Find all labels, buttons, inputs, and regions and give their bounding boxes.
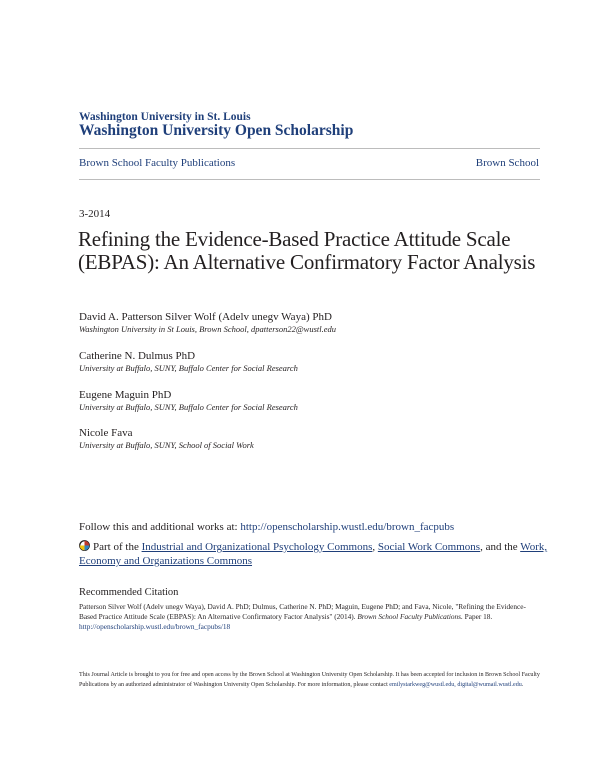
open-access-notice bbox=[79, 670, 541, 690]
paper-title: Refining the Evidence-Based Practice Attitude Scale (EBPAS): An Alternative Confirmatory Factor Analysis bbox=[78, 227, 536, 274]
series-link-faculty-publications[interactable]: Brown School Faculty Publications bbox=[79, 157, 236, 169]
commons-link-social-work[interactable]: Social Work Commons bbox=[377, 541, 481, 553]
divider bbox=[79, 148, 540, 149]
citation-paper-number: Paper 18. bbox=[462, 612, 493, 621]
series-link-brown-school[interactable]: Brown School bbox=[475, 157, 539, 169]
citation-url-link[interactable]: http://openscholarship.wustl.edu/brown_facpubs/18 bbox=[79, 622, 231, 631]
commons-link-work-economy[interactable]: Work, Economy and Organizations Commons bbox=[79, 541, 548, 567]
repository-name[interactable]: Washington University Open Scholarship bbox=[79, 122, 354, 139]
author-entry bbox=[79, 427, 549, 451]
recommended-citation-heading: Recommended Citation bbox=[79, 587, 179, 598]
author-name: Eugene Maguin PhD bbox=[79, 389, 172, 401]
author-affiliation: University at Buffalo, SUNY, Buffalo Center for Social Research bbox=[79, 363, 298, 373]
notice-text: This Journal Article is brought to you for free and open access by the Brown School at Washington University Open Scholarship. It has been accepted for inclusion in Brown School Faculty Publications by an authorized administrator of Washington University Open Scholarship. For more information, please contact bbox=[79, 672, 540, 688]
author-name: David A. Patterson Silver Wolf (Adelv unegv Waya) PhD bbox=[79, 311, 332, 323]
author-affiliation: University at Buffalo, SUNY, School of Social Work bbox=[79, 440, 254, 450]
notice-end: . bbox=[521, 682, 524, 688]
contact-email-link[interactable]: emilystarkweg@wustl.edu, digital@wumail.wustl.edu bbox=[389, 682, 522, 688]
follow-prefix: Follow this and additional works at: bbox=[79, 521, 241, 533]
institution-name[interactable]: Washington University in St. Louis bbox=[79, 111, 251, 123]
follow-line bbox=[79, 521, 454, 533]
part-of-commons bbox=[79, 540, 549, 568]
author-entry bbox=[79, 389, 549, 413]
citation-text: Patterson Silver Wolf (Adelv unegv Waya), David A. PhD; Dulmus, Catherine N. PhD; Maguin, Eugene PhD; and Fava, Nicole, "Refining the Evidence-Based Practice Attitude Scale (EBPAS): An Alternative Confirmatory Factor Analysis" (2014). bbox=[79, 602, 526, 621]
network-commons-icon bbox=[79, 540, 90, 551]
partof-prefix: Part of the bbox=[93, 541, 142, 553]
recommended-citation bbox=[79, 602, 541, 632]
publication-date: 3-2014 bbox=[79, 208, 111, 220]
citation-series: Brown School Faculty Publications. bbox=[357, 612, 463, 621]
author-affiliation: Washington University in St Louis, Brown School, dpatterson22@wustl.edu bbox=[79, 324, 337, 334]
separator: , bbox=[372, 541, 378, 553]
author-entry bbox=[79, 311, 549, 335]
author-name: Catherine N. Dulmus PhD bbox=[79, 350, 196, 362]
author-name: Nicole Fava bbox=[79, 427, 133, 439]
separator: , and the bbox=[480, 541, 521, 553]
author-affiliation: University at Buffalo, SUNY, Buffalo Center for Social Research bbox=[79, 402, 298, 412]
commons-link-industrial-psychology[interactable]: Industrial and Organizational Psychology Commons bbox=[141, 541, 373, 553]
author-entry bbox=[79, 350, 549, 374]
collection-url-link[interactable]: http://openscholarship.wustl.edu/brown_facpubs bbox=[240, 521, 455, 533]
divider bbox=[79, 179, 540, 180]
